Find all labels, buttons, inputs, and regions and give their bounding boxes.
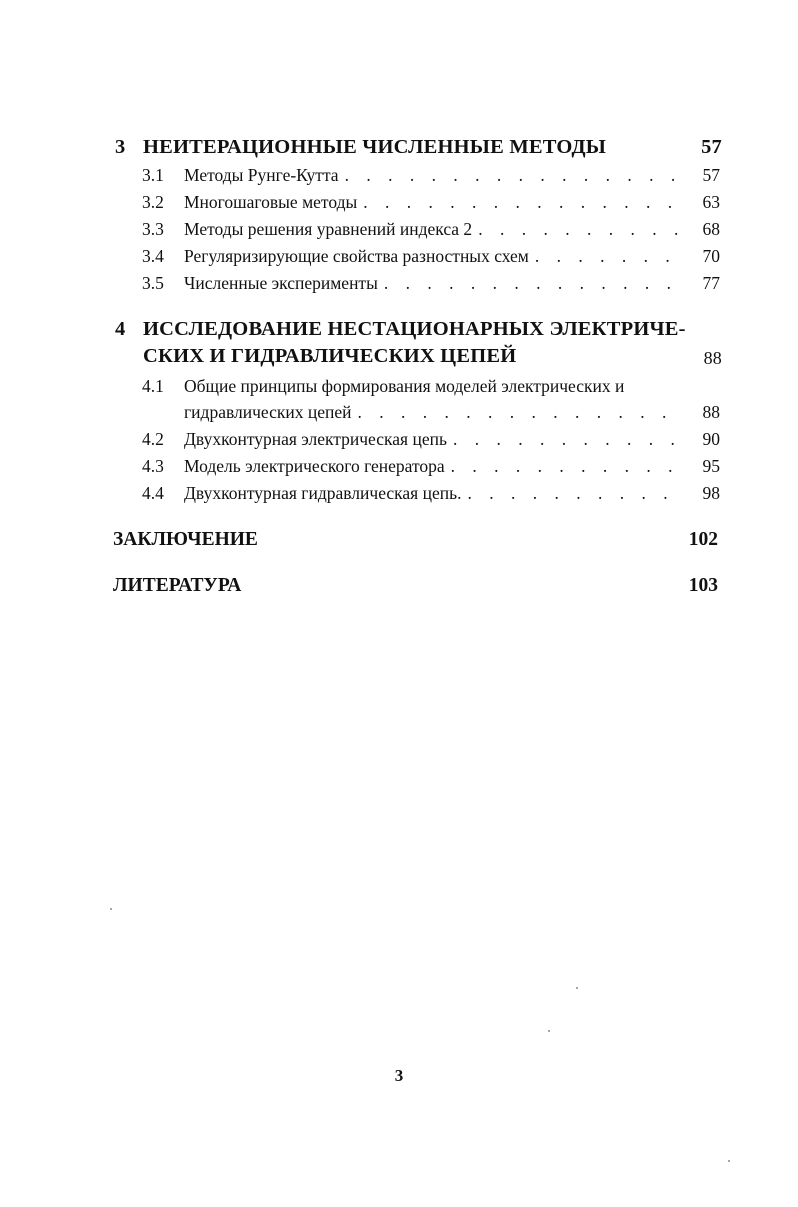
toc-section-3-1[interactable] [142,165,720,189]
section-title: Регуляризирующие свойства разностных схем [184,246,529,266]
section-number: 4.1 [142,376,164,396]
dot-leader [472,219,678,240]
toc-conclusion[interactable] [113,529,718,555]
toc-section-3-4[interactable] [142,246,720,270]
chapter-number: 4 [115,318,126,340]
chapter-page: 88 [703,348,722,368]
section-title: Методы Рунге-Кутта [184,165,339,185]
toc-chapter-4[interactable] [115,318,722,372]
section-title: Многошаговые методы [184,192,358,212]
dot-leader [461,483,678,504]
section-title: Методы решения уравнений индекса 2 [184,219,473,239]
page-number: 3 [394,1066,404,1085]
section-page: 77 [702,273,720,293]
section-page: 95 [702,456,720,476]
section-number: 3.4 [142,246,164,266]
section-number: 3.3 [142,219,164,239]
section-page: 90 [702,429,720,449]
section-title: Двухконтурная электрическая цепь [184,429,447,449]
section-number: 3.1 [142,165,164,185]
dot-leader [445,456,678,477]
dot-leader [339,165,678,186]
section-title: Модель электрического генератора [184,456,445,476]
toc-chapter-3[interactable] [115,136,722,162]
entry-page: 102 [688,529,718,550]
section-title: Численные эксперименты [184,273,378,293]
dot-leader [378,273,678,294]
chapter-title-line-1: ИССЛЕДОВАНИЕ НЕСТАЦИОНАРНЫХ ЭЛЕКТРИЧЕ- [143,318,686,340]
scan-speck [110,908,112,910]
section-number: 4.2 [142,429,164,449]
section-title-line-1: Общие принципы формирования моделей электрических и [184,376,625,396]
entry-title: ЛИТЕРАТУРА [113,575,242,596]
dot-leader [357,192,678,213]
chapter-number: 3 [115,136,126,158]
section-page: 70 [702,246,720,266]
scan-speck [728,1160,730,1162]
dot-leader [529,246,678,267]
toc-section-3-3[interactable] [142,219,720,243]
section-page: 98 [702,483,720,503]
toc-section-4-1[interactable] [142,376,720,426]
section-page: 68 [702,219,720,239]
chapter-page: 57 [701,136,722,158]
section-number: 4.4 [142,483,164,503]
chapter-title: НЕИТЕРАЦИОННЫЕ ЧИСЛЕННЫЕ МЕТОДЫ [143,136,607,158]
section-number: 3.5 [142,273,164,293]
section-page: 88 [702,402,720,422]
toc-references[interactable] [113,575,718,601]
dot-leader [447,429,678,450]
section-number: 3.2 [142,192,164,212]
toc-section-3-5[interactable] [142,273,720,297]
chapter-title-line-2: СКИХ И ГИДРАВЛИЧЕСКИХ ЦЕПЕЙ [143,345,517,367]
toc-section-4-2[interactable] [142,429,720,453]
section-page: 57 [702,165,720,185]
section-title: Двухконтурная гидравлическая цепь. [184,483,462,503]
toc-section-4-4[interactable] [142,483,720,507]
dot-leader [352,402,679,423]
entry-title: ЗАКЛЮЧЕНИЕ [113,529,258,550]
section-number: 4.3 [142,456,164,476]
section-title-line-2: гидравлических цепей [184,402,352,422]
entry-page: 103 [688,575,718,596]
toc-section-4-3[interactable] [142,456,720,480]
toc-section-3-2[interactable] [142,192,720,216]
scan-speck [548,1030,550,1032]
scan-speck [576,987,578,989]
section-page: 63 [702,192,720,212]
